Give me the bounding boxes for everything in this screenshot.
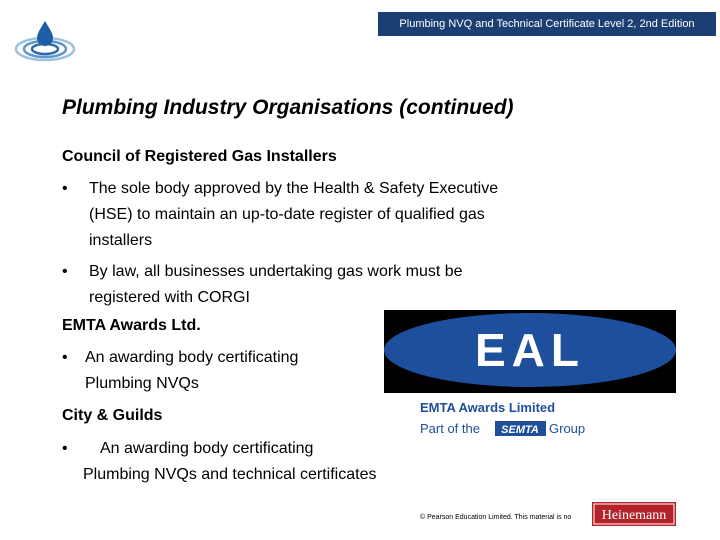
bullet-symbol: • [62, 180, 68, 197]
bullet-symbol: • [62, 263, 68, 280]
heinemann-wordmark: Heinemann [601, 508, 667, 523]
bullet-symbol: • [62, 440, 68, 457]
list-item [62, 436, 482, 488]
bullet-line: installers [89, 232, 153, 249]
eal-company-name: EMTA Awards Limited [420, 400, 556, 415]
bullet-line: registered with CORGI [89, 289, 250, 306]
section-heading-emta: EMTA Awards Ltd. [62, 317, 201, 334]
bullet-line: By law, all businesses undertaking gas work must be [89, 263, 463, 280]
bullet-symbol: • [62, 349, 68, 366]
list-item [62, 176, 642, 254]
eal-logo [384, 310, 676, 440]
bullet-line: Plumbing NVQs [85, 375, 199, 392]
bullet-line: (HSE) to maintain an up-to-date register of qualified gas [89, 206, 485, 223]
semta-brand: SEMTA [501, 424, 539, 436]
copyright-notice: © Pearson Education Limited. This material is no [420, 514, 572, 521]
water-drop-logo-icon [14, 18, 76, 73]
eal-logo-graphic [384, 310, 676, 440]
section-heading-corgi: Council of Registered Gas Installers [62, 148, 337, 165]
edition-banner: Plumbing NVQ and Technical Certificate Level 2, 2nd Edition [378, 12, 716, 36]
bullet-line: Plumbing NVQs and technical certificates [83, 466, 377, 483]
list-item [62, 259, 642, 311]
eal-acronym: EAL [475, 324, 585, 376]
eal-tagline-pre: Part of the [420, 421, 480, 436]
slide-title: Plumbing Industry Organisations (continued) [62, 96, 514, 119]
section-heading-city-guilds: City & Guilds [62, 407, 163, 424]
heinemann-logo [592, 502, 676, 526]
bullet-line: An awarding body certificating [85, 349, 299, 366]
list-item [62, 345, 362, 397]
bullet-line: The sole body approved by the Health & Safety Executive [89, 180, 499, 197]
bullet-line: An awarding body certificating [100, 440, 314, 457]
eal-tagline-post: Group [549, 421, 586, 436]
